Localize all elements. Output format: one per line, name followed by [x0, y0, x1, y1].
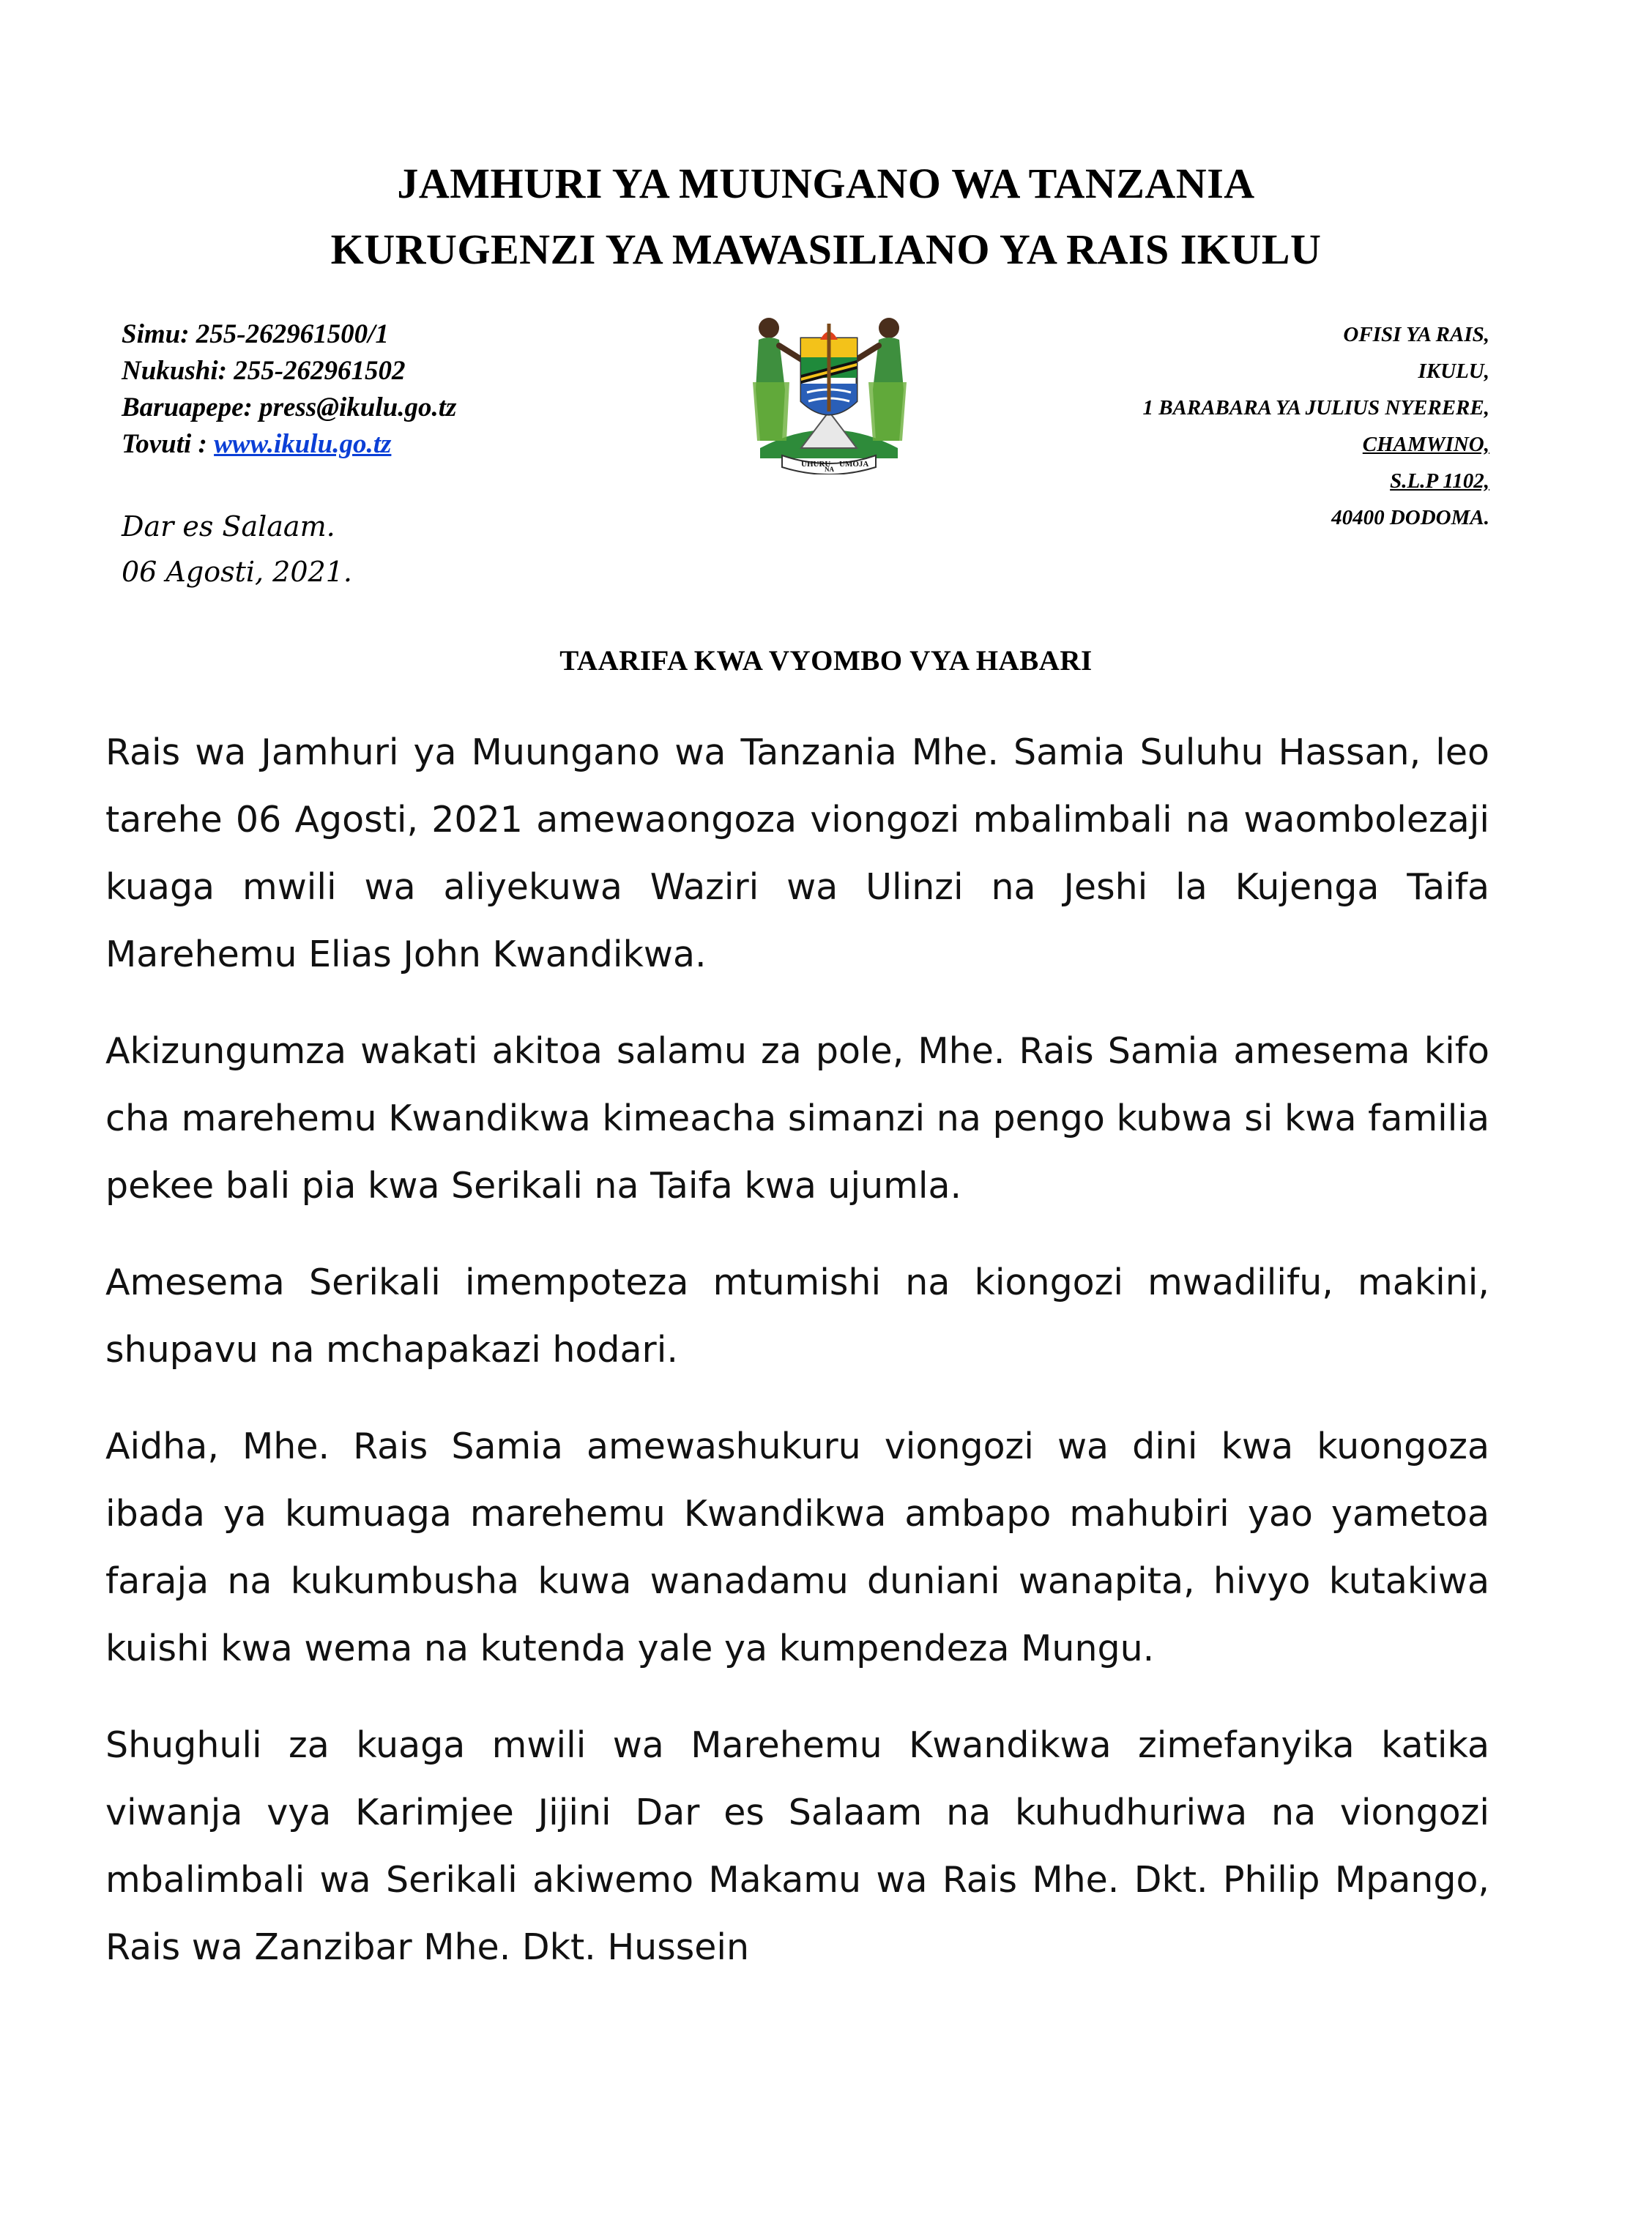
header-line-2: KURUGENZI YA MAWASILIANO YA RAIS IKULU [330, 226, 1322, 273]
document-title: TAARIFA KWA VYOMBO VYA HABARI [559, 645, 1093, 677]
paragraph-3: Amesema Serikali imempoteza mtumishi na kiongozi mwadilifu, makini, shupavu na mchapakazi hodari. [105, 1262, 1489, 1371]
motto-left: UHURU [801, 460, 831, 469]
paragraph-5: Shughuli za kuaga mwili wa Marehemu Kwandikwa zimefanyika katika viwanja vya Karimjee Jijini Dar es Salaam na kuhudhuriwa na viongozi mbalimbali wa Serikali akiwemo Makamu wa Rais Mhe. Dkt. Philip Mpango, Rais wa Zanzibar Mhe. Dkt. Hussein [105, 1724, 1489, 1968]
shield [801, 324, 857, 414]
coat-of-arms-icon [731, 302, 927, 474]
paragraph-2: Akizungumza wakati akitoa salamu za pole, Mhe. Rais Samia amesema kifo cha marehemu Kwandikwa kimeacha simanzi na pengo kubwa si kwa familia pekee bali pia kwa Serikali na Taifa kwa ujumla. [105, 1030, 1489, 1207]
office-line-4: CHAMWINO, [1362, 433, 1489, 456]
date-place: Dar es Salaam. [122, 510, 335, 543]
website-label: Tovuti : [122, 429, 215, 459]
paragraph-4: Aidha, Mhe. Rais Samia amewashukuru viongozi wa dini kwa kuongoza ibada ya kumuaga marehemu Kwandikwa ambapo mahubiri yao yametoa faraja na kukumbusha kuwa wanadamu duniani wanapita, hivyo kutakiwa kuishi kwa wema na kutenda yale ya kumpendeza Mungu. [105, 1426, 1489, 1669]
office-line-2: IKULU, [1418, 359, 1489, 383]
office-line-3: 1 BARABARA YA JULIUS NYERERE, [1142, 396, 1489, 420]
contact-website [122, 426, 456, 463]
motto-mid: NA [825, 466, 834, 473]
office-line-6: 40400 DODOMA. [1331, 506, 1489, 529]
right-figure [855, 318, 907, 441]
contact-block [122, 316, 456, 463]
kilimanjaro-peak [801, 411, 857, 448]
office-address [1142, 316, 1489, 536]
office-line-1: OFISI YA RAIS, [1343, 323, 1489, 346]
date-value: 06 Agosti, 2021. [122, 556, 352, 588]
office-line-5: S.L.P 1102, [1390, 469, 1489, 493]
left-figure [753, 318, 803, 441]
header-line-1: JAMHURI YA MUUNGANO WA TANZANIA [397, 160, 1255, 207]
contact-email: Baruapepe: press@ikulu.go.tz [122, 392, 457, 422]
paragraph-1: Rais wa Jamhuri ya Muungano wa Tanzania Mhe. Samia Suluhu Hassan, leo tarehe 06 Agosti, 2021 amewaongoza viongozi mbalimbali na waombolezaji kuaga mwili wa aliyekuwa Waziri wa Ulinzi na Jeshi la Kujenga Taifa Marehemu Elias John Kwandikwa. [105, 731, 1489, 975]
motto-right: UMOJA [839, 460, 869, 469]
body-text [105, 719, 1489, 2011]
website-link[interactable]: www.ikulu.go.tz [214, 429, 392, 459]
date-block [122, 504, 352, 595]
contact-fax: Nukushi: 255-262961502 [122, 356, 406, 386]
contact-phone: Simu: 255-262961500/1 [122, 319, 389, 349]
